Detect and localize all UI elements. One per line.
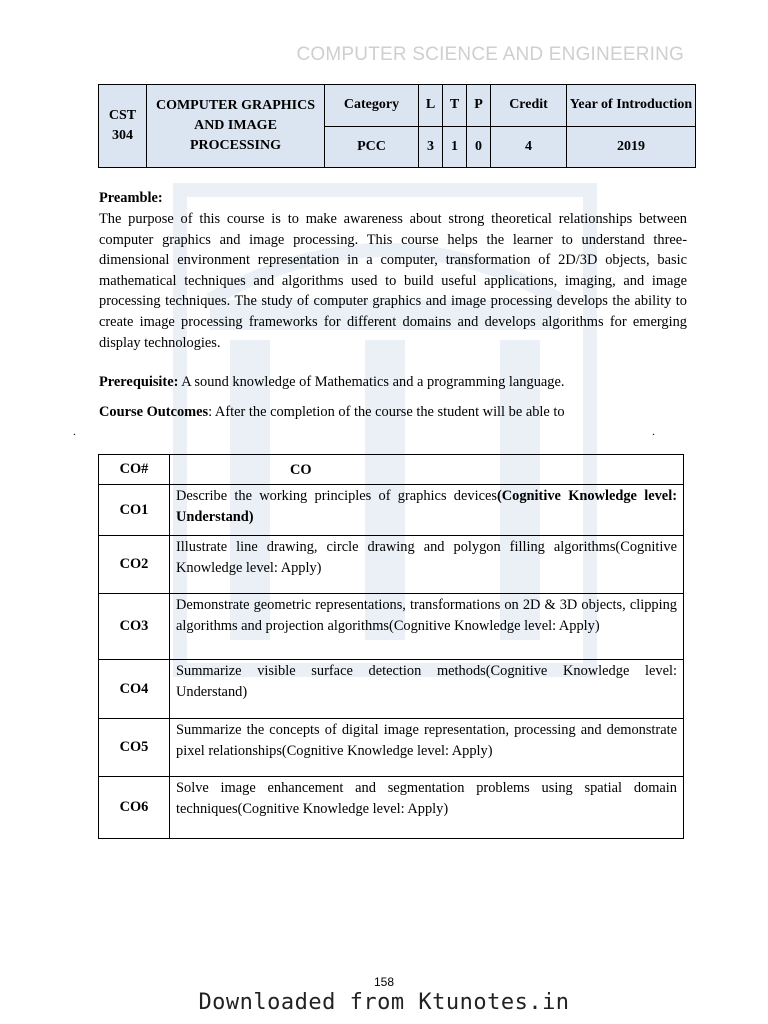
co-description: Illustrate line drawing, circle drawing and polygon filling algorithms(Cognitive Knowledge level: Apply) <box>170 536 684 594</box>
course-info-table <box>98 84 696 168</box>
category-value: PCC <box>325 126 419 168</box>
prerequisite-label: Prerequisite: <box>99 374 179 390</box>
co-description: Describe the working principles of graphics devices(Cognitive Knowledge level: Understand) <box>170 485 684 536</box>
year-value: 2019 <box>567 126 696 168</box>
t-value: 1 <box>443 126 467 168</box>
course-code: CST 304 <box>99 85 147 168</box>
table-header-row <box>99 455 684 485</box>
course-outcomes-label: Course Outcomes <box>99 404 209 420</box>
p-value: 0 <box>467 126 491 168</box>
co-number: CO5 <box>99 719 170 777</box>
co-description: Solve image enhancement and segmentation problems using spatial domain techniques(Cognitive Knowledge level: Apply) <box>170 777 684 839</box>
stray-mark: . <box>73 424 76 438</box>
page-number: 158 <box>373 975 395 989</box>
t-label: T <box>443 85 467 127</box>
co-number: CO6 <box>99 777 170 839</box>
co-description: Summarize visible surface detection methods(Cognitive Knowledge level: Understand) <box>170 660 684 719</box>
department-header: COMPUTER SCIENCE AND ENGINEERING <box>296 44 684 65</box>
co-number: CO1 <box>99 485 170 536</box>
course-outcomes-intro <box>99 404 565 421</box>
co-number: CO3 <box>99 594 170 660</box>
l-label: L <box>419 85 443 127</box>
table-row <box>99 777 684 839</box>
co-number: CO2 <box>99 536 170 594</box>
table-row <box>99 485 684 536</box>
course-outcomes-table <box>98 454 684 839</box>
co-number-header: CO# <box>99 455 170 485</box>
stray-mark: . <box>652 424 655 438</box>
l-value: 3 <box>419 126 443 168</box>
table-row <box>99 719 684 777</box>
table-row <box>99 660 684 719</box>
category-label: Category <box>325 85 419 127</box>
year-label: Year of Introduction <box>567 85 696 127</box>
download-footer: Downloaded from Ktunotes.in <box>198 990 570 1015</box>
p-label: P <box>467 85 491 127</box>
prerequisite-text: A sound knowledge of Mathematics and a programming language. <box>178 374 565 390</box>
co-description: Summarize the concepts of digital image representation, processing and demonstrate pixel relationships(Cognitive Knowledge level: Apply) <box>170 719 684 777</box>
table-row <box>99 594 684 660</box>
credit-label: Credit <box>491 85 567 127</box>
co-header: CO <box>170 455 684 485</box>
credit-value: 4 <box>491 126 567 168</box>
table-row <box>99 536 684 594</box>
preamble-title: Preamble: <box>99 190 163 206</box>
course-outcomes-text: : After the completion of the course the student will be able to <box>208 404 565 420</box>
preamble-body: The purpose of this course is to make awareness about strong theoretical relationships between computer graphics and image processing. This course helps the learner to understand three-dimensional environment representation in a computer, transformation of 2D/3D objects, basic mathematical techniques and algorithms used to build useful applications, imaging, and image processing techniques. The study of computer graphics and image processing develops the ability to create image processing frameworks for different domains and develops algorithms for emerging display technologies. <box>99 211 687 351</box>
prerequisite <box>99 374 564 391</box>
course-name: COMPUTER GRAPHICS AND IMAGE PROCESSING <box>147 85 325 168</box>
co-description: Demonstrate geometric representations, transformations on 2D & 3D objects, clipping algorithms and projection algorithms(Cognitive Knowledge level: Apply) <box>170 594 684 660</box>
co-number: CO4 <box>99 660 170 719</box>
